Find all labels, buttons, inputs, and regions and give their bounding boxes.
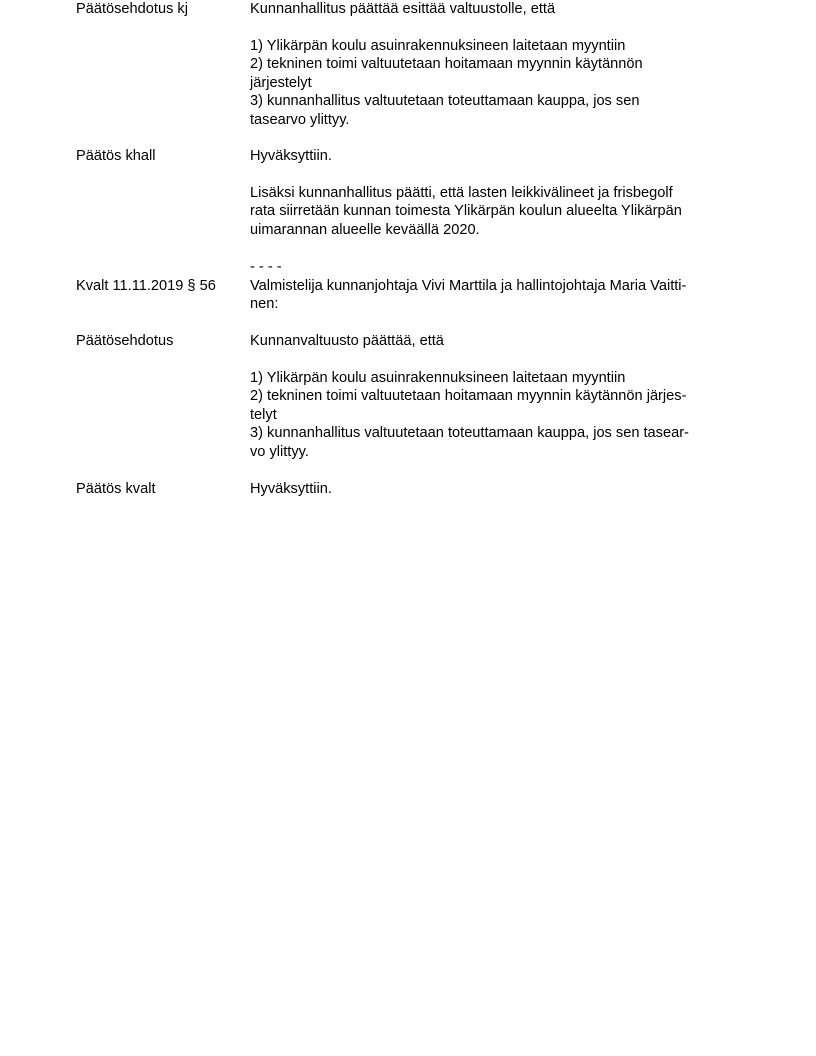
decision-khall (250, 147, 332, 165)
list-item: 1) Ylikärpän koulu asuinrakennuksineen laitetaan myyntiin (250, 370, 626, 386)
list-item-continuation: telyt (250, 406, 277, 423)
decision-khall-extra (250, 184, 682, 239)
separator-text: - - - - (250, 259, 282, 275)
list-item: 2) tekninen toimi valtuutetaan hoitamaan myynnin käytännön järjes- (250, 388, 687, 405)
section-label-proposal-kj: Päätösehdotus kj (76, 1, 188, 17)
section-label-decision-khall: Päätös khall (76, 148, 156, 164)
preparer-line: Valmistelija kunnanjohtaja Vivi Marttila ja hallintojohtaja Maria Vaitti- (250, 278, 687, 294)
list-item: 3) kunnanhallitus valtuutetaan toteuttamaan kauppa, jos sen (250, 93, 640, 110)
preparer-line: nen: (250, 296, 279, 313)
proposal-intro-text: Kunnanvaltuusto päättää, että (250, 333, 444, 349)
proposal-kj-items (250, 37, 643, 129)
proposal-intro (250, 332, 444, 350)
list-item: 2) tekninen toimi valtuutetaan hoitamaan myynnin käytännön (250, 56, 643, 73)
paragraph-line: uimarannan alueelle keväällä 2020. (250, 221, 480, 238)
section-label-kvalt: Kvalt 11.11.2019 § 56 (76, 278, 216, 294)
list-item-continuation: tasearvo ylittyy. (250, 111, 350, 128)
list-item: 1) Ylikärpän koulu asuinrakennuksineen laitetaan myyntiin (250, 38, 626, 54)
kvalt-preparer (250, 277, 686, 314)
section-label-proposal: Päätösehdotus (76, 333, 174, 349)
proposal-kj-intro (250, 0, 555, 18)
list-item-continuation: järjestelyt (250, 74, 312, 91)
section-separator (250, 258, 282, 276)
paragraph-line: Lisäksi kunnanhallitus päätti, että lasten leikkivälineet ja frisbegolf (250, 185, 673, 201)
decision-khall-text: Hyväksyttiin. (250, 148, 332, 164)
decision-kvalt-text: Hyväksyttiin. (250, 481, 332, 497)
proposal-kj-intro-text: Kunnanhallitus päättää esittää valtuustolle, että (250, 1, 556, 17)
paragraph-line: rata siirretään kunnan toimesta Ylikärpän koulun alueelta Ylikärpän (250, 203, 682, 220)
decision-kvalt (250, 480, 332, 498)
section-label-decision-kvalt: Päätös kvalt (76, 481, 156, 497)
list-item-continuation: vo ylittyy. (250, 443, 309, 460)
proposal-items (250, 369, 689, 461)
list-item: 3) kunnanhallitus valtuutetaan toteuttamaan kauppa, jos sen tasear- (250, 425, 689, 442)
